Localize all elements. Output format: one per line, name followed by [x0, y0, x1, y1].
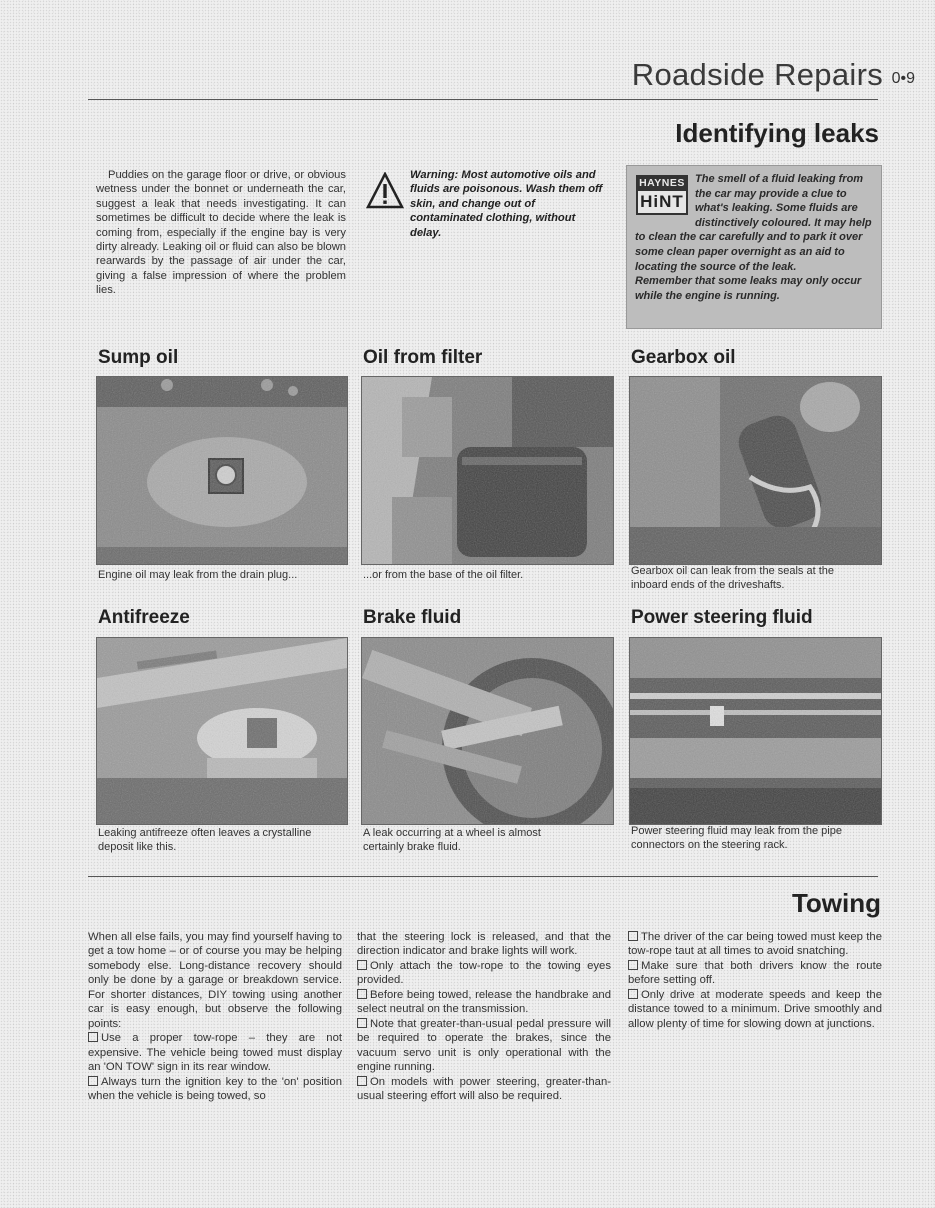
checkbox-icon: [88, 1032, 98, 1042]
hint-text-2: Remember that some leaks may only occur while the engine is running.: [635, 275, 862, 302]
haynes-hint-box: [626, 165, 882, 329]
towing-bullet: On models with power steering, greater-than-usual steering effort will also be required.: [357, 1075, 611, 1102]
towing-bullet: Only attach the tow-rope to the towing eyes provided.: [357, 959, 611, 987]
caption-gearbox-oil: Gearbox oil can leak from the seals at the inboard ends of the driveshafts.: [631, 565, 834, 591]
towing-intro: When all else fails, you may find yourself having to get a tow home – or of course you may be helping somebody else. Long-distance recovery should only be done by a garage or breakdown service. For shorter distances, DIY towing using another car is easy enough, but observe the following points:: [88, 931, 342, 1030]
intro-paragraph: Puddies on the garage floor or drive, or obvious wetness under the bonnet or underneath the car, suggest a leak that needs investigating. It can sometimes be difficult to decide where the leak is coming from, especially if the engine bay is very dirty already. Leaking oil or fluid can also be blown rearwards by the passage of air under the car, giving a false impression of where the problem lies.: [96, 169, 346, 297]
checkbox-icon: [628, 931, 638, 941]
header-rule: [88, 99, 878, 100]
hint-logo-bottom: HiNT: [636, 191, 688, 215]
towing-bullet: Before being towed, release the handbrake and select neutral on the transmission.: [357, 988, 611, 1016]
checkbox-icon: [357, 960, 367, 970]
towing-column-3: [628, 930, 882, 1031]
page-number: 0•9: [891, 70, 915, 87]
photo-brake-fluid: [361, 637, 614, 825]
checkbox-icon: [357, 1076, 367, 1086]
running-title: Roadside Repairs: [631, 57, 883, 92]
towing-bullet: Always turn the ignition key to the 'on' position when the vehicle is being towed, so: [88, 1075, 342, 1102]
panel-title-antifreeze: Antifreeze: [98, 607, 190, 628]
section-title-identifying-leaks: Identifying leaks: [675, 118, 879, 148]
towing-continued: that the steering lock is released, and that the direction indicator and brake lights will work.: [357, 931, 611, 958]
towing-rule: [88, 876, 878, 877]
towing-bullet: Make sure that both drivers know the route before setting off.: [628, 959, 882, 987]
checkbox-icon: [628, 960, 638, 970]
section-title-towing: Towing: [791, 888, 881, 918]
caption-oil-from-filter: ...or from the base of the oil filter.: [363, 569, 524, 581]
panel-title-brake-fluid: Brake fluid: [363, 607, 462, 628]
haynes-hint-logo: [636, 175, 688, 215]
photo-sump-oil: [96, 376, 348, 565]
photo-gearbox-oil: [629, 376, 882, 565]
warning-triangle-icon: [366, 172, 404, 210]
panel-title-oil-from-filter: Oil from filter: [363, 347, 483, 368]
panel-title-sump-oil: Sump oil: [98, 347, 179, 368]
hint-text: The smell of a fluid leaking from the car may provide a clue to what's leaking. Some fluids are distinctively coloured. It may help to clean the car carefully and to park it over some clean paper overnight as an aid to locating the source of the leak.: [635, 173, 872, 273]
photo-antifreeze: [96, 637, 348, 825]
checkbox-icon: [88, 1076, 98, 1086]
towing-bullet: Note that greater-than-usual pedal pressure will be required to operate the brakes, since the vacuum servo unit is only operational with the engine running.: [357, 1017, 611, 1074]
checkbox-icon: [357, 1018, 367, 1028]
towing-column-1: [88, 930, 342, 1103]
caption-sump-oil: Engine oil may leak from the drain plug...: [98, 569, 298, 581]
panel-title-gearbox-oil: Gearbox oil: [631, 347, 736, 368]
caption-power-steering-fluid: Power steering fluid may leak from the pipe connectors on the steering rack.: [631, 825, 842, 851]
towing-column-2: [357, 930, 611, 1103]
hint-logo-top: HAYNES: [636, 175, 688, 191]
towing-bullet: Use a proper tow-rope – they are not expensive. The vehicle being towed must display an 'ON TOW' sign in its rear window.: [88, 1032, 342, 1074]
caption-antifreeze: Leaking antifreeze often leaves a crystalline deposit like this.: [98, 827, 312, 853]
checkbox-icon: [628, 989, 638, 999]
photo-oil-from-filter: [361, 376, 614, 565]
caption-brake-fluid: A leak occurring at a wheel is almost certainly brake fluid.: [363, 827, 541, 853]
towing-bullet: Only drive at moderate speeds and keep the distance towed to a minimum. Drive smoothly and allow plenty of time for slowing down at junctions.: [628, 988, 882, 1030]
towing-bullet: The driver of the car being towed must keep the tow-rope taut at all times to avoid snatching.: [628, 931, 882, 958]
photo-power-steering-fluid: [629, 637, 882, 825]
checkbox-icon: [357, 989, 367, 999]
warning-text: Warning: Most automotive oils and fluids are poisonous. Wash them off skin, and change out of contaminated clothing, without delay.: [410, 169, 603, 239]
panel-title-power-steering-fluid: Power steering fluid: [631, 607, 813, 628]
